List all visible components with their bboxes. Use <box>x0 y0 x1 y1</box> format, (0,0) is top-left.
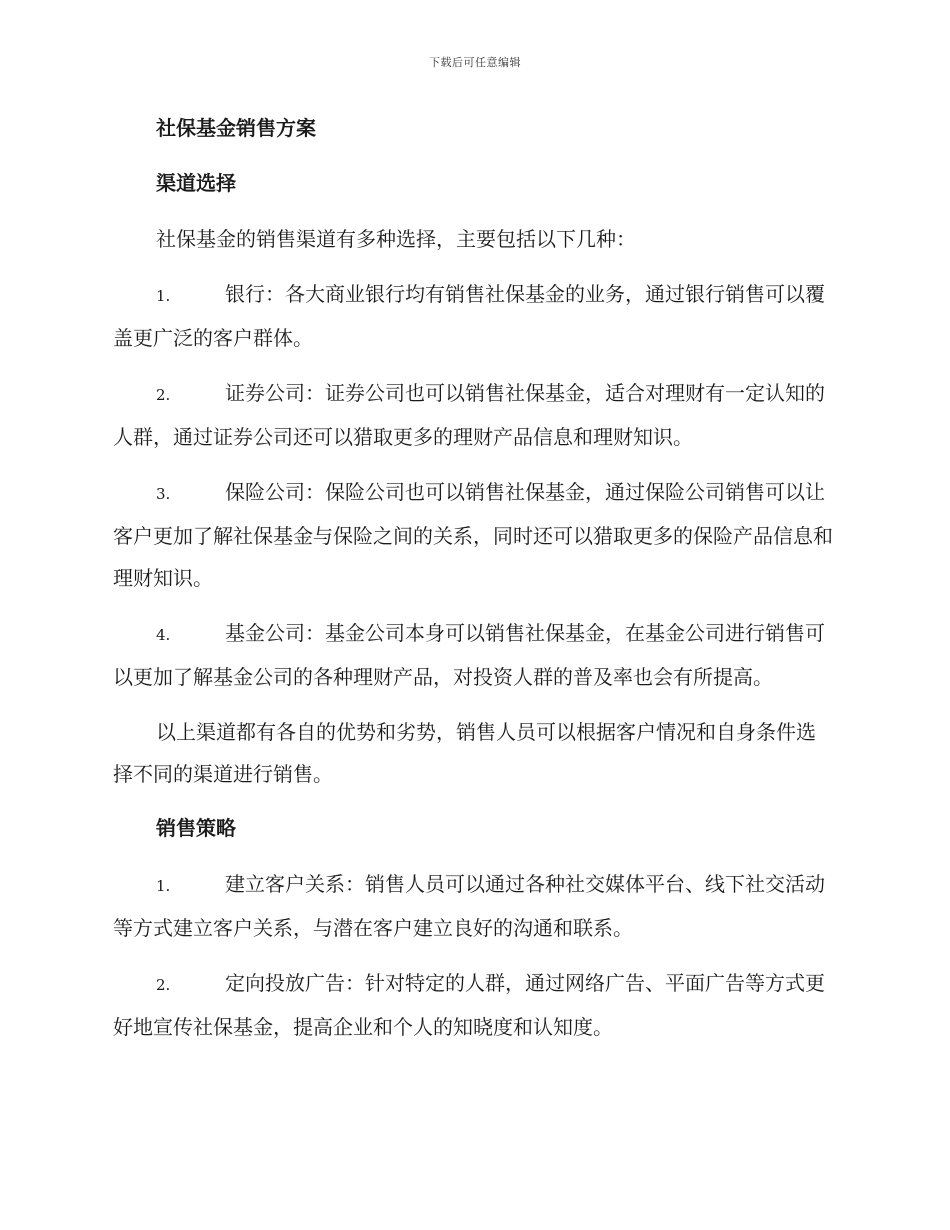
section-intro: 社保基金的销售渠道有多种选择，主要包括以下几种： <box>156 227 636 251</box>
page-header: 下载后可任意编辑 <box>429 56 521 69</box>
section-heading-channels: 渠道选择 <box>156 171 236 195</box>
document-body <box>113 108 833 1061</box>
list-item-text: 基金公司：基金公司本身可以销售社保基金，在基金公司进行销售可以更加了解基金公司的各种理财产品，对投资人群的普及率也会有所提高。 <box>113 621 825 689</box>
list-item-number: 1. <box>156 287 171 305</box>
list-item <box>113 372 833 458</box>
list-item <box>113 863 833 949</box>
list-item <box>113 471 833 599</box>
list-item-number: 4. <box>156 626 171 644</box>
list-item-number: 1. <box>156 877 171 895</box>
section-heading-strategy: 销售策略 <box>156 816 236 840</box>
list-item-number: 2. <box>156 976 171 994</box>
section-summary: 以上渠道都有各自的优势和劣势，销售人员可以根据客户情况和自身条件选择不同的渠道进行销售。 <box>113 720 816 786</box>
list-item-text: 建立客户关系：销售人员可以通过各种社交媒体平台、线下社交活动等方式建立客户关系，与潜在客户建立良好的沟通和联系。 <box>113 872 825 940</box>
list-item <box>113 273 833 359</box>
list-item-text: 保险公司：保险公司也可以销售社保基金，通过保险公司销售可以让客户更加了解社保基金与保险之间的关系，同时还可以猎取更多的保险产品信息和理财知识。 <box>113 480 833 590</box>
list-item-text: 证券公司：证券公司也可以销售社保基金，适合对理财有一定认知的人群，通过证券公司还可以猎取更多的理财产品信息和理财知识。 <box>113 381 825 449</box>
list-item <box>113 962 833 1048</box>
list-item <box>113 612 833 698</box>
list-item-text: 定向投放广告：针对特定的人群，通过网络广告、平面广告等方式更好地宣传社保基金，提高企业和个人的知晓度和认知度。 <box>113 971 825 1039</box>
document-title: 社保基金销售方案 <box>156 116 316 140</box>
list-item-number: 2. <box>156 386 171 404</box>
list-item-text: 银行：各大商业银行均有销售社保基金的业务，通过银行销售可以覆盖更广泛的客户群体。 <box>113 282 825 350</box>
list-item-number: 3. <box>156 485 171 503</box>
